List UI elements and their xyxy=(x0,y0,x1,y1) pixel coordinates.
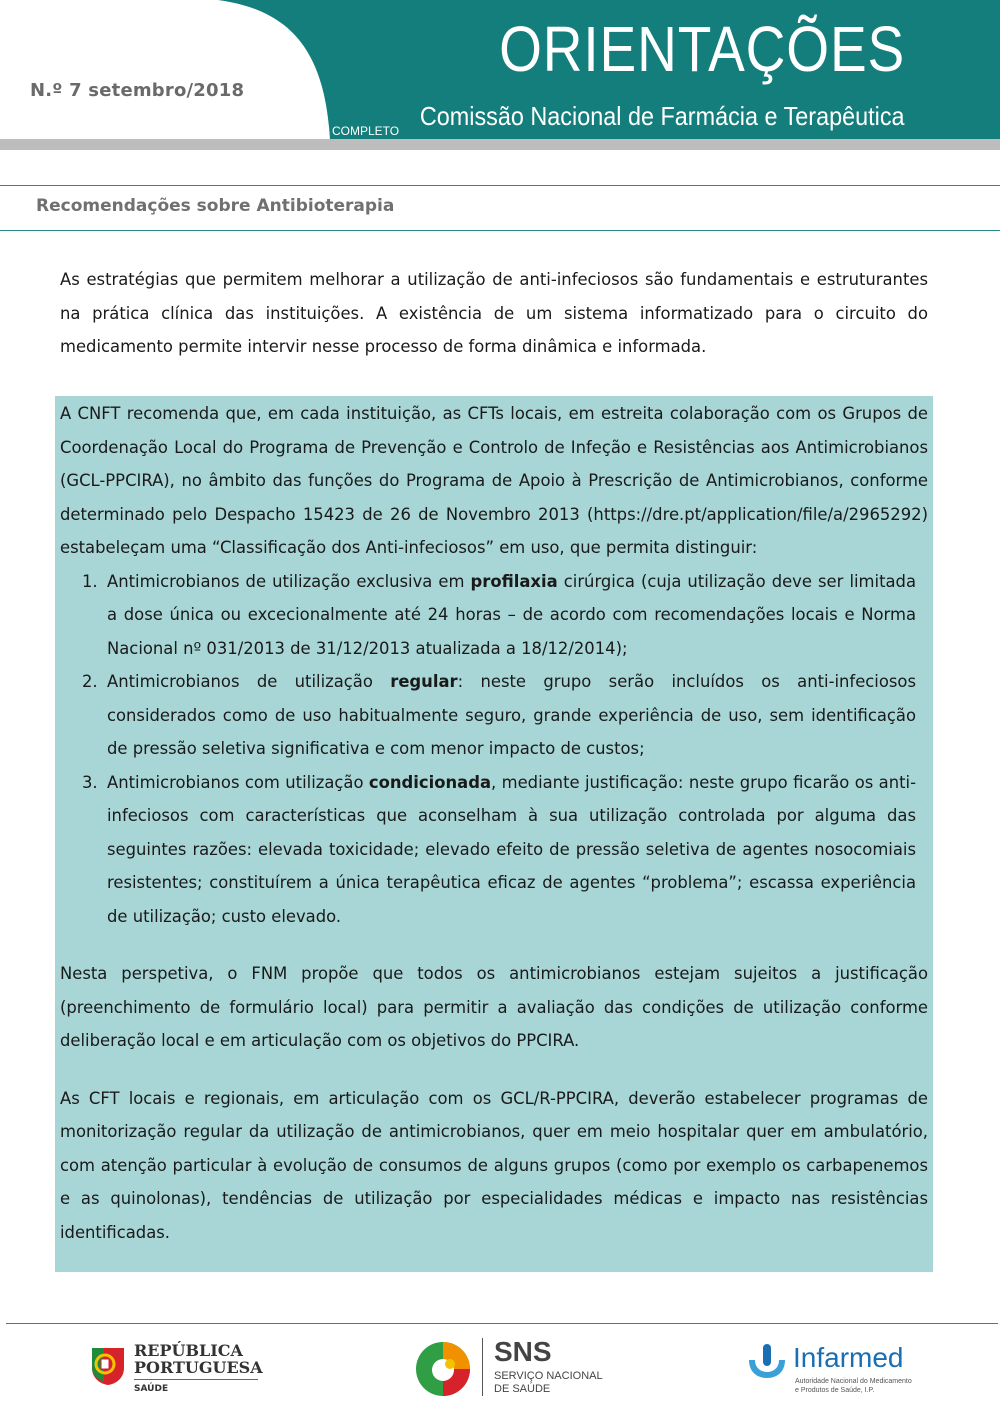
list-text-bold: condicionada xyxy=(368,772,492,792)
section-rule-bottom xyxy=(0,230,1000,231)
infarmed-logo xyxy=(745,1340,925,1400)
list-text-bold: profilaxia xyxy=(470,571,558,591)
recommendation-lead: A CNFT recomenda que, em cada instituição, as CFTs locais, em estreita colaboração com os Grupos de Coordenação Local do Programa de Prevenção e Controlo de Infeção e Resistências aos Antimicrobianos (GCL-PPCIRA), no âmbito das funções do Programa de Apoio à Prescrição de Antimicrobianos, conforme determinado pelo Despacho 15423 de 26 de Novembro 2013 (https://dre.pt/application/file/a/2965292) estabeleçam uma “Classificação dos Anti-infeciosos” em uso, que permita distinguir: xyxy=(60,404,928,557)
infarmed-line2: e Produtos de Saúde, I.P. xyxy=(795,1387,875,1394)
monitoring-paragraph: As CFT locais e regionais, em articulação com os GCL/R-PPCIRA, deverão estabelecer programas de monitorização regular da utilização de antimicrobianos, quer em meio hospitalar quer em ambulatório, com atenção particular à evolução de consumos de alguns grupos (como por exemplo os carbapenemos e as quinolonas), tendências de utilização por especialidades médicas e impacto nas resistências identificadas. xyxy=(60,1088,928,1242)
portugal-coat-of-arms-icon xyxy=(88,1342,128,1386)
list-item xyxy=(60,665,928,766)
sns-name: SNS xyxy=(494,1336,552,1367)
infarmed-drop-icon xyxy=(745,1342,789,1382)
list-number: 1. xyxy=(82,571,98,591)
republica-saude: SAÚDE xyxy=(134,1384,169,1394)
classification-list xyxy=(60,565,928,934)
completo-label: COMPLETO xyxy=(332,124,400,138)
list-text-pre: Antimicrobianos de utilização exclusiva em xyxy=(107,571,471,591)
sns-line2: DE SAÚDE xyxy=(494,1383,551,1395)
sns-line1: SERVIÇO NACIONAL xyxy=(494,1370,603,1382)
list-text-post: , mediante justificação: neste grupo ficarão os anti-infeciosos com características que aconselham à sua utilização controlada por alguma das seguintes razões: elevada toxicidade; elevado efeito de pressão seletiva de agentes nosocomiais resistentes; constituírem a única terapêutica eficaz de agentes “problema”; escassa experiência de utilização; custo elevado. xyxy=(107,772,916,926)
commission-name: Comissão Nacional de Farmácia e Terapêutica xyxy=(420,101,905,131)
republica-line1: REPÚBLICA xyxy=(134,1341,243,1360)
list-item xyxy=(60,565,928,666)
infarmed-line1: Autoridade Nacional do Medicamento xyxy=(795,1378,912,1385)
sns-circle-icon xyxy=(414,1340,472,1398)
page-header xyxy=(0,0,1000,150)
list-text-post: cirúrgica (cuja utilização deve ser limitada a dose única ou excecionalmente até 24 horas – de acordo com recomendações locais e Norma Nacional nº 031/2013 de 31/12/2013 atualizada a 18/12/2014); xyxy=(107,571,916,658)
republica-portuguesa-logo xyxy=(88,1338,268,1400)
list-number: 2. xyxy=(82,672,98,691)
list-text-pre: Antimicrobianos com utilização xyxy=(107,772,369,792)
fnm-paragraph: Nesta perspetiva, o FNM propõe que todos os antimicrobianos estejam sujeitos a justificação (preenchimento de formulário local) para permitir a avaliação das condições de utilização conforme deliberação local e em articulação com os objetivos do PPCIRA. xyxy=(60,964,928,1050)
list-text-bold: regular xyxy=(390,672,458,691)
infarmed-name: Infarmed xyxy=(793,1342,904,1373)
list-item xyxy=(60,766,928,934)
footer-rule xyxy=(6,1323,998,1324)
sns-logo xyxy=(414,1338,604,1400)
section-title: Recomendações sobre Antibioterapia xyxy=(36,196,395,216)
intro-paragraph: As estratégias que permitem melhorar a utilização de anti-infeciosos são fundamentais e estruturantes na prática clínica das instituições. A existência de um sistema informatizado para o circuito do medicamento permite intervir nesse processo de forma dinâmica e informada. xyxy=(60,270,928,356)
document-type-title: ORIENTAÇÕES xyxy=(498,13,905,85)
republica-line2: PORTUGUESA xyxy=(134,1358,263,1377)
list-text-post: : neste grupo serão incluídos os anti-infeciosos considerados como de uso habitualmente seguro, grande experiência de uso, sem identificação de pressão seletiva significativa e com menor impacto de custos; xyxy=(107,672,916,758)
section-rule-top xyxy=(0,185,1000,186)
issue-number: N.º 7 setembro/2018 xyxy=(30,80,245,101)
list-text-pre: Antimicrobianos de utilização xyxy=(107,672,391,691)
recommendation-content xyxy=(60,397,928,1249)
list-number: 3. xyxy=(82,772,98,792)
